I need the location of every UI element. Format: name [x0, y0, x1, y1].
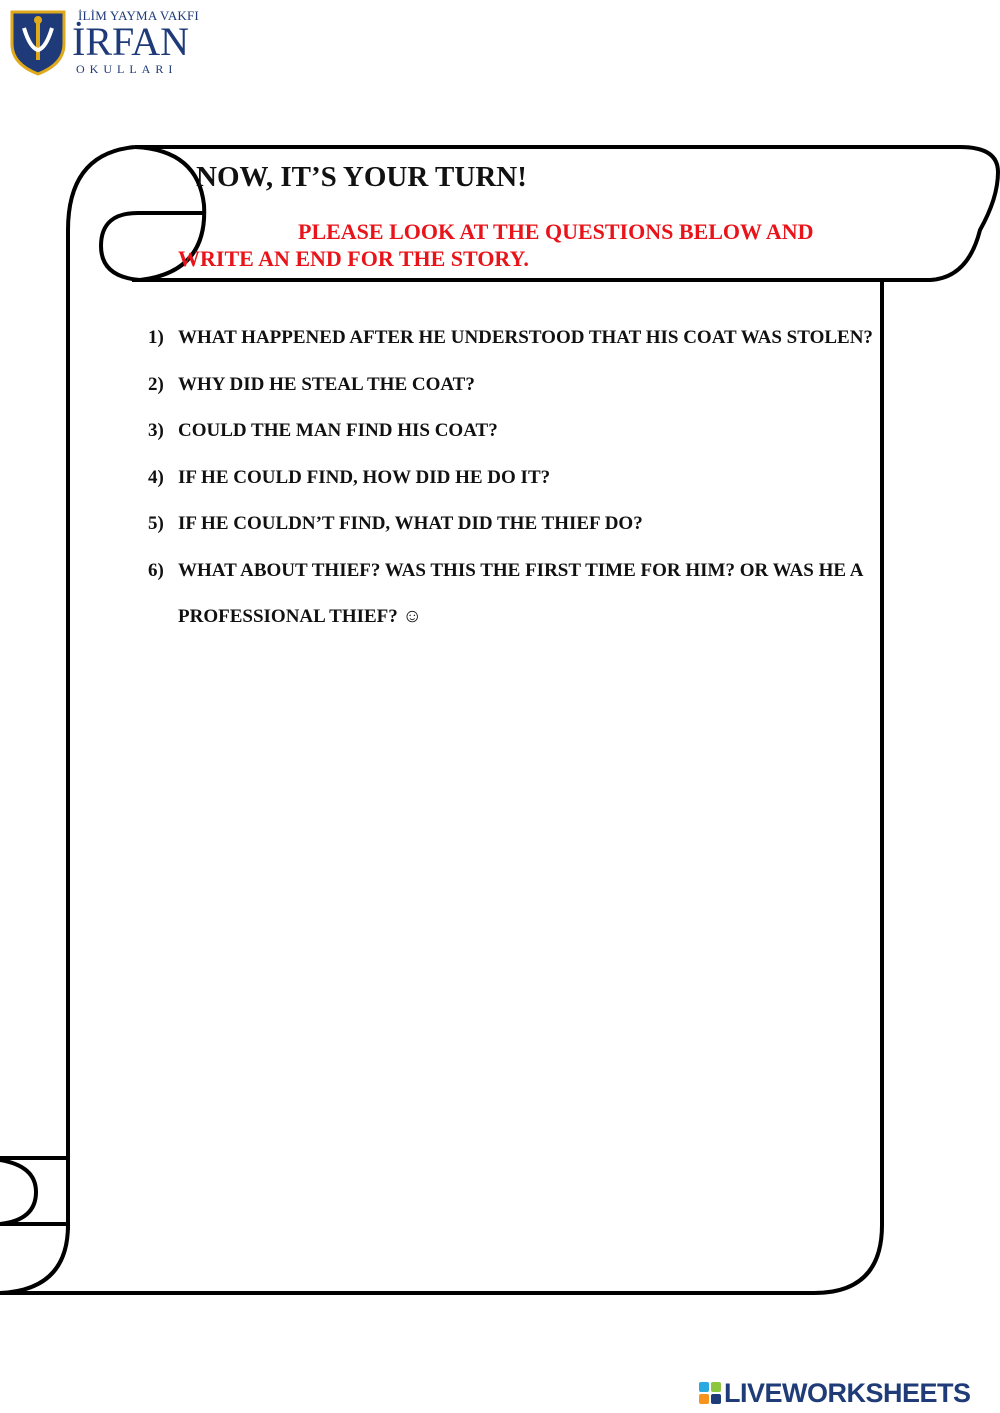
- logo-subtitle: OKULLARI: [76, 62, 178, 76]
- question-number: 6): [148, 559, 164, 581]
- liveworksheets-brand[interactable]: [698, 1377, 971, 1409]
- question-item: [148, 501, 878, 548]
- page-title: NOW, IT’S YOUR TURN!: [196, 161, 527, 193]
- logo-brand: İRFAN: [72, 19, 190, 64]
- question-text: IF HE COULD FIND, HOW DID HE DO IT?: [178, 466, 551, 488]
- question-text: WHAT HAPPENED AFTER HE UNDERSTOOD THAT HIS COAT WAS STOLEN?: [178, 327, 873, 348]
- questions-list: [148, 315, 878, 641]
- question-item: [148, 315, 878, 362]
- question-item: [148, 362, 878, 409]
- instruction-text: PLEASE LOOK AT THE QUESTIONS BELOW AND WRITE AN END FOR THE STORY.: [178, 219, 814, 271]
- question-number: 3): [148, 420, 164, 441]
- liveworksheets-logo-icon: [698, 1381, 722, 1405]
- liveworksheets-label: LIVEWORKSHEETS: [724, 1377, 971, 1408]
- scroll-bottom-curl: [0, 1225, 68, 1293]
- question-text: COULD THE MAN FIND HIS COAT?: [178, 420, 498, 441]
- scroll-left-edge: [68, 147, 135, 1230]
- question-text: WHAT ABOUT THIEF? WAS THIS THE FIRST TIME FOR HIM? OR WAS HE A PROFESSIONAL THIEF? ☺: [178, 559, 863, 627]
- question-number: 2): [148, 373, 164, 395]
- question-text: WHY DID HE STEAL THE COAT?: [178, 373, 475, 395]
- question-item: [148, 548, 878, 641]
- question-item: [148, 408, 878, 455]
- question-text: IF HE COULDN’T FIND, WHAT DID THE THIEF DO?: [178, 513, 643, 534]
- question-number: 5): [148, 513, 164, 534]
- logo-org-line: İLİM YAYMA VAKFI: [78, 8, 199, 23]
- question-number: 1): [148, 327, 164, 348]
- question-item: [148, 455, 878, 502]
- scroll-bottom-swirl: [0, 1160, 36, 1224]
- question-number: 4): [148, 466, 164, 488]
